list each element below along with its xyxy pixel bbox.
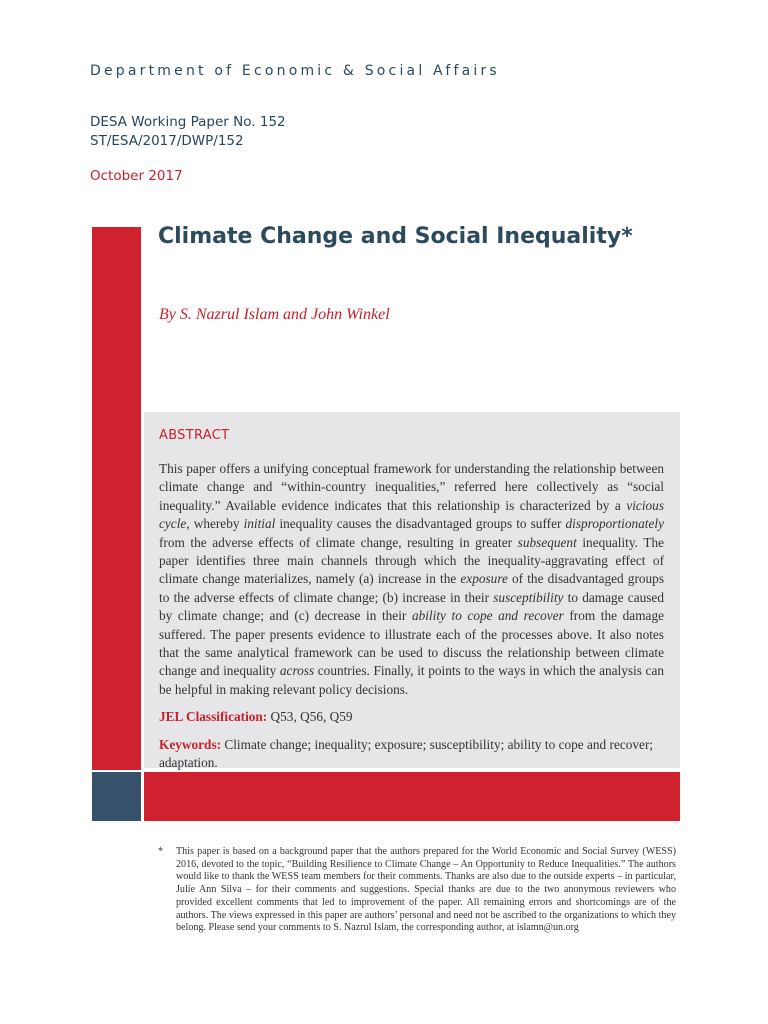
navy-corner-square (92, 772, 141, 821)
footnote-mark: * (158, 846, 163, 857)
jel-value: Q53, Q56, Q59 (267, 709, 353, 725)
left-red-bar (92, 227, 141, 770)
abstract-box (144, 412, 680, 771)
department-name: Department of Economic & Social Affairs (90, 63, 500, 79)
publication-date: October 2017 (90, 168, 183, 184)
keywords-label: Keywords: (159, 736, 222, 752)
footnote-text: This paper is based on a background paper that the authors prepared for the World Economic and Social Survey (WESS) 2016, devoted to the topic, “Building Resilience to Climate Change – An Opportunity to Reduce Inequalities.” The authors would like to thank the WESS team members for their comments. Thanks are also due to the outside experts – in particular, Julie Ann Silva – for their comments and suggestions. Special thanks are due to the two anonymous reviewers who provided excellent comments that led to improvement of the paper. All remaining errors and shortcomings are of the authors. The views expressed in this paper are authors’ personal and need not be ascribed to the organizations to which they belong. Please send your comments to S. Nazrul Islam, the corresponding author, at islamn@un.org (176, 846, 676, 934)
jel-classification (159, 708, 664, 726)
paper-symbol: ST/ESA/2017/DWP/152 (90, 133, 244, 149)
keywords-value: Climate change; inequality; exposure; susceptibility; ability to cope and recover; adaptation. (159, 736, 654, 771)
keywords (159, 736, 664, 773)
jel-label: JEL Classification: (159, 709, 268, 725)
paper-number: DESA Working Paper No. 152 (90, 114, 286, 130)
paper-identifiers (90, 113, 286, 151)
abstract-heading: ABSTRACT (159, 428, 230, 443)
abstract-text: This paper offers a unifying conceptual framework for understanding the relationship between climate change and “within-country inequalities,” referred here collectively as “social inequality.” Available evidence indicates that this relationship is characterized by a vicious cycle, whereby initial inequality causes the disadvantaged groups to suffer disproportionately from the adverse effects of climate change, resulting in greater subsequent inequality. The paper identifies three main channels through which the inequality-aggravating effect of climate change materializes, namely (a) increase in the exposure of the disadvantaged groups to the adverse effects of climate change; (b) increase in their susceptibility to damage caused by climate change; and (c) decrease in their ability to cope and recover from the damage suffered. The paper presents evidence to illustrate each of the processes above. It also notes that the same analytical framework can be used to discuss the relationship between climate change and inequality across countries. Finally, it points to the ways in which the analysis can be helpful in making relevant policy decisions. (159, 461, 665, 697)
bottom-red-bar (144, 772, 680, 821)
paper-title: Climate Change and Social Inequality* (158, 224, 633, 249)
paper-authors: By S. Nazrul Islam and John Winkel (159, 306, 390, 323)
